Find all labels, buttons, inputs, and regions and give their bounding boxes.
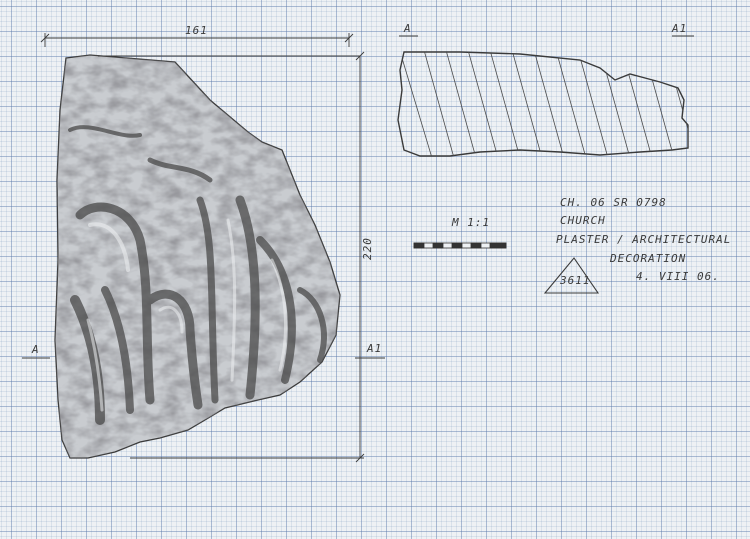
plaster-fragment-drawing (50, 50, 350, 470)
section-label-a: A (32, 343, 40, 356)
width-dimension-label: 161 (185, 24, 208, 37)
catalog-number: CH. 06 SR 0798 (560, 196, 667, 209)
profile-section-drawing (398, 36, 696, 158)
section-label-a1: A1 (367, 342, 383, 355)
scale-label: M 1:1 (452, 216, 491, 229)
profile-label-a1: A1 (672, 22, 688, 35)
catalog-site: CHURCH (560, 214, 606, 227)
profile-label-a: A (404, 22, 412, 35)
catalog-category: DECORATION (610, 252, 687, 265)
catalog-date: 4. VIII 06. (636, 270, 720, 283)
find-number: 3611 (560, 274, 591, 287)
catalog-material: PLASTER / ARCHITECTURAL (556, 233, 732, 246)
height-dimension-label: 220 (360, 237, 374, 260)
scale-bar (414, 243, 506, 248)
